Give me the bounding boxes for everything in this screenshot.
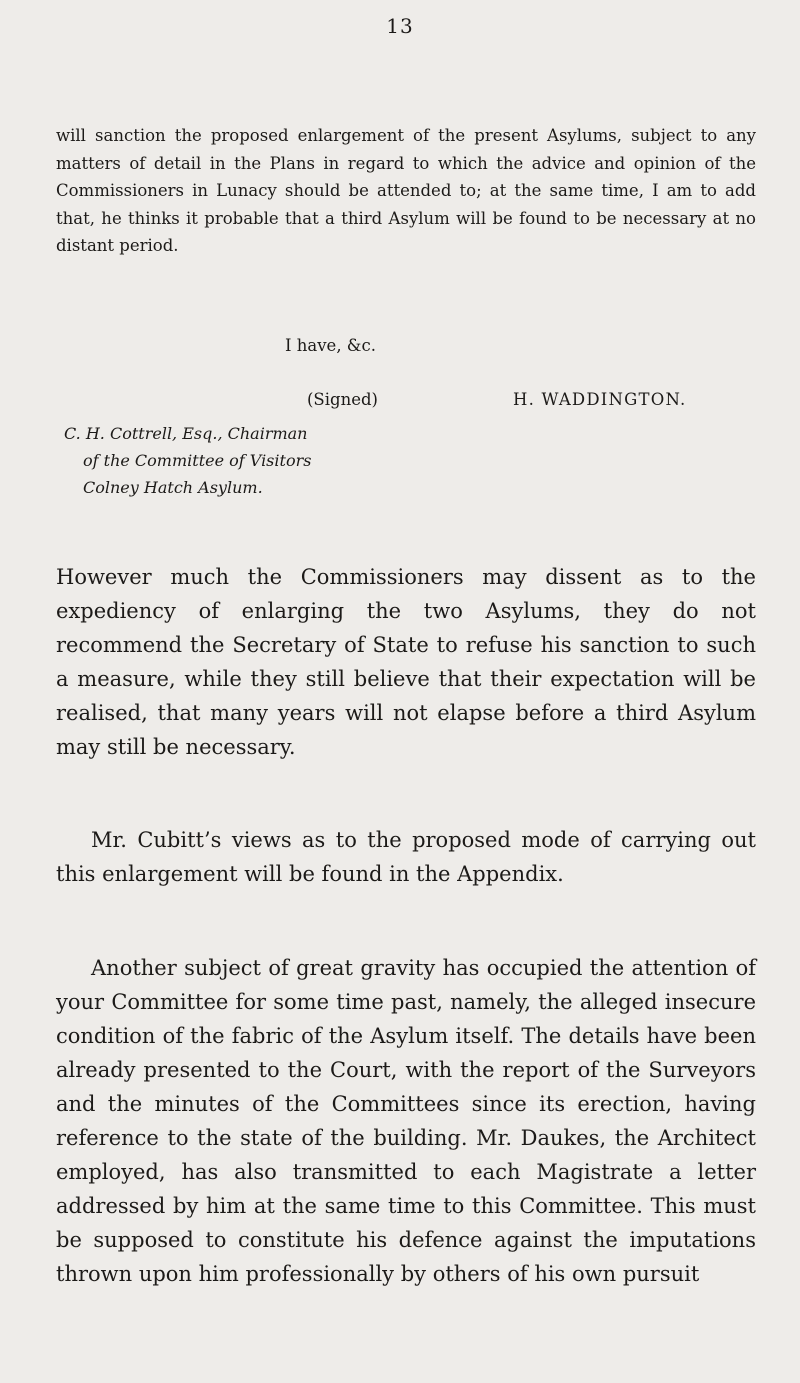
signed-label: (Signed) <box>307 390 378 409</box>
addressee-line: Colney Hatch Asylum. <box>83 478 263 497</box>
addressee-line: C. H. Cottrell, Esq., Chairman <box>64 424 308 443</box>
letter-text: will sanction the proposed enlargement of the present Asylums, subject to any matters of detail in the Plans in regard to which the advice and opinion of the Commissioners in Lunacy should be attended to; at the same time, I am to add that, he thinks it probable that a third Asylum will be found to be necessary at no distant period. <box>56 126 756 256</box>
body-paragraph: Another subject of great gravity has occupied the attention of your Committee for some time past, namely, the alleged insecure condition of the fabric of the Asylum itself. The details have been already presented to the Court, with the report of the Surveyors and the minutes of the Committees since its erection, having reference to the state of the building. Mr. Daukes, the Architect employed, has also transmitted to each Magistrate a letter addressed by him at the same time to this Committee. This must be supposed to constitute his defence against the imputations thrown upon him professionally by others of his own pursuit <box>56 956 756 1286</box>
body-paragraph: However much the Commissioners may dissent as to the expediency of enlarging the two Asylums, they do not recommend the Secretary of State to refuse his sanction to such a measure, while they still believe that their expectation will be realised, that many years will not elapse before a third Asylum may still be necessary. <box>56 565 756 759</box>
signature-block <box>307 390 687 409</box>
signer-name: H. WADDINGTON. <box>513 390 687 409</box>
page-number: 13 <box>386 14 414 38</box>
body-paragraph: Mr. Cubitt’s views as to the proposed mode of carrying out this enlargement will be found in the Appendix. <box>56 828 756 886</box>
addressee-line: of the Committee of Visitors <box>83 451 312 470</box>
letter-closing: I have, &c. <box>285 336 376 355</box>
addressee-block <box>64 420 311 501</box>
